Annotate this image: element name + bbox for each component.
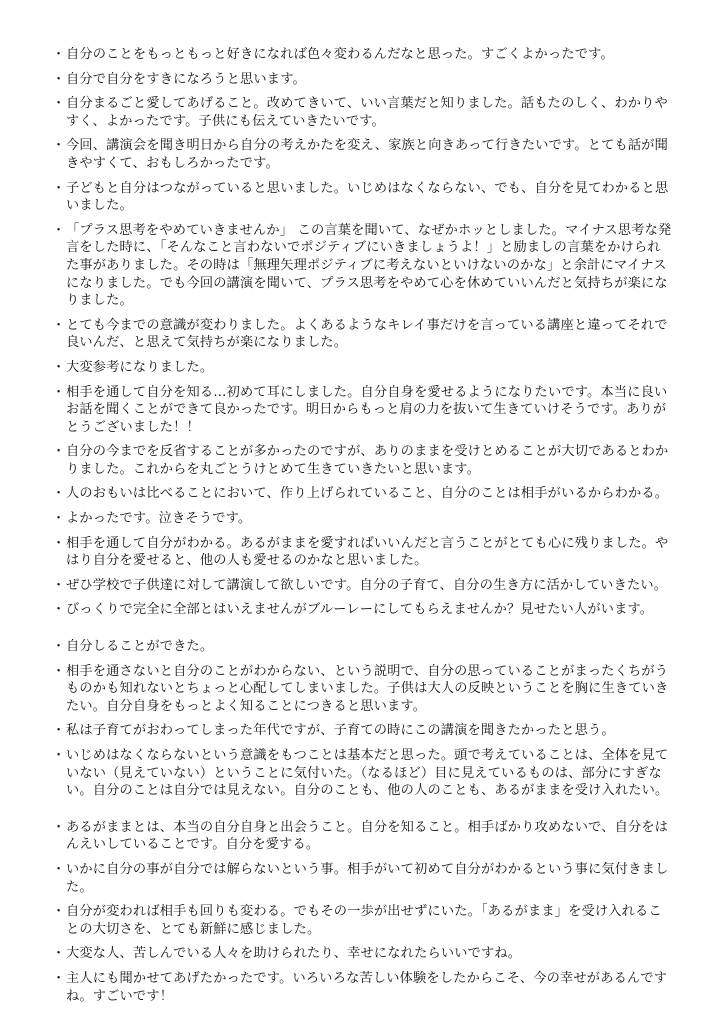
comment-item <box>52 970 672 1005</box>
comment-text: 今回、講演会を聞き明日から自分の考えかたを変え、家族と向きあって行きたいです。とても話が聞きやすくて、おもしろかったです。 <box>66 138 669 171</box>
comment-list <box>52 46 672 1012</box>
comment-item <box>52 601 672 619</box>
bullet-mark: ・ <box>52 486 66 502</box>
comment-text: 自分まるごと愛してあげること。改めてきいて、いい言葉だと知りました。話もたのしく、わかりやすく、よかったです。子供にも伝えていきたいです。 <box>66 96 668 129</box>
comment-text: 私は子育てがおわってしまった年代ですが、子育ての時にこの講演を聞きたかったと思う。 <box>66 723 615 739</box>
bullet-mark: ・ <box>52 511 66 527</box>
comment-item <box>52 485 672 503</box>
comment-item <box>52 638 672 656</box>
comment-text: 自分のことをもっともっと好きになれば色々変わるんだなと思った。すごくよかったです。 <box>66 47 614 62</box>
bullet-mark: ・ <box>52 317 66 333</box>
comment-text: 相手を通して自分がわかる。あるがままを愛すればいいんだと言うことがとても心に残りました。やはり自分を愛せると、他の人も愛せるのかなと思いました。 <box>66 535 669 569</box>
comment-text: よかったです。泣きそうです。 <box>66 511 252 527</box>
comment-item <box>52 359 672 377</box>
comment-text: とても今までの意識が変わりました。よくあるようなキレイ事だけを言っている講座と違ってそれで良いんだ、と思えて気持ちが楽になりました。 <box>66 317 668 351</box>
comment-text: びっくりで完全に全部とはいえませんがブルーレーにしてもらえませんか？見せたい人がいます。 <box>66 602 654 618</box>
bullet-mark: ・ <box>52 180 66 196</box>
comment-text: 自分しることができた。 <box>66 639 214 655</box>
comment-text: いじめはなくならないという意識をもつことは基本だと思った。頭で考えていることは、全体を見ていない（見えていない）ということに気付いた。（なるほど）目に見えているものは、部分にすぎない。自分のことは自分では見えない。自分のことも、他の人のことも、あるがままを受け入れたい。 <box>66 748 669 799</box>
comment-item <box>52 663 672 716</box>
bullet-mark: ・ <box>52 602 66 618</box>
comment-text: ぜひ学校で子供達に対して講演して欲しいです。自分の子育て、自分の生き方に活かしていきたい。 <box>66 577 668 593</box>
comment-item <box>52 71 672 89</box>
comment-item <box>52 443 672 478</box>
comment-item <box>52 384 672 437</box>
comment-text: 自分が変われば相手も回りも変わる。でもその一歩が出せずにいた。「あるがまま」を受け入れることの大切さを、とても新鮮に感じました。 <box>66 904 662 937</box>
comment-text: 自分の今までを反省することが多かったのですが、ありのままを受けとめることが大切であるとわかりました。これからを丸ごとうけとめて生きていきたいと思います。 <box>66 444 669 477</box>
bullet-mark: ・ <box>52 222 66 238</box>
comment-item <box>52 510 672 528</box>
comment-item <box>52 747 672 800</box>
comment-item <box>52 722 672 740</box>
bullet-mark: ・ <box>52 819 66 835</box>
comment-item <box>52 46 672 64</box>
bullet-mark: ・ <box>52 577 66 593</box>
bullet-mark: ・ <box>52 47 66 62</box>
comment-item <box>52 861 672 896</box>
comment-text: 「プラス思考をやめていきませんか」 この言葉を聞いて、なぜかホッとしました。マイナス思考な発言をした時に、「そんなこと言わないでポジティブにいきましょうよ！」と励ましの言葉をかけられた事がありました。その時は「無理矢理ポジティブに考えないといけないのかな」と余計にマイナスになりました。でも今回の講演を聞いて、プラス思考をやめて心を休めていいんだと気持ちが楽になりました。 <box>66 222 672 309</box>
comment-item <box>52 137 672 172</box>
comment-text: 大変な人、苦しんでいる人々を助けられたり、幸せになれたらいいですね。 <box>66 946 522 962</box>
comment-item <box>52 535 672 570</box>
bullet-mark: ・ <box>52 861 66 877</box>
comment-text: 人のおもいは比べることにおいて、作り上げられていること、自分のことは相手がいるからわかる。 <box>66 486 669 502</box>
comment-text: あるがままとは、本当の自分自身と出会うこと。自分を知ること。相手ばかり攻めないで、自分をはんえいしていることです。自分を愛する。 <box>66 819 669 853</box>
comment-text: 主人にも聞かせてあげたかったです。いろいろな苦しい体験をしたからこそ、今の幸せがあるんですね。すごいです！ <box>66 970 668 1004</box>
comment-text: 大変参考になりました。 <box>66 359 214 375</box>
bullet-mark: ・ <box>52 138 66 154</box>
comment-text: いかに自分の事が自分では解らないという事。相手がいて初めて自分がわかるという事に気付きました。 <box>66 861 669 895</box>
comment-item <box>52 819 672 854</box>
bullet-mark: ・ <box>52 444 66 460</box>
bullet-mark: ・ <box>52 96 66 112</box>
comment-item <box>52 317 672 352</box>
comment-text: 子どもと自分はつながっていると思いました。いじめはなくならない、でも、自分を見てわかると思いました。 <box>66 180 669 214</box>
bullet-mark: ・ <box>52 904 66 920</box>
comment-item <box>52 222 672 310</box>
bullet-mark: ・ <box>52 359 66 375</box>
bullet-mark: ・ <box>52 946 66 962</box>
bullet-mark: ・ <box>52 535 66 551</box>
bullet-mark: ・ <box>52 639 66 655</box>
comment-item <box>52 577 672 595</box>
comment-text: 相手を通さないと自分のことがわからない、という説明で、自分の思っていることがまったくちがうものかも知れないとちょっと心配してしまいました。子供は大人の反映ということを胸に生きていきたい。自分自身をもっとよく知ることにつきると思います。 <box>66 663 669 714</box>
bullet-mark: ・ <box>52 384 66 400</box>
bullet-mark: ・ <box>52 723 66 739</box>
bullet-mark: ・ <box>52 970 66 986</box>
comment-item <box>52 180 672 215</box>
bullet-mark: ・ <box>52 71 66 87</box>
comment-text: 相手を通して自分を知る…初めて耳にしました。自分自身を愛せるようになりたいです。本当に良いお話を聞くことができて良かったです。明日からもっと肩の力を抜いて生きていけそうです。ありがとうございました！！ <box>66 384 668 435</box>
comment-item <box>52 945 672 963</box>
comment-text: 自分で自分をすきになろうと思います。 <box>66 71 306 87</box>
comment-item <box>52 95 672 130</box>
bullet-mark: ・ <box>52 748 66 763</box>
comment-item <box>52 903 672 938</box>
bullet-mark: ・ <box>52 663 66 679</box>
